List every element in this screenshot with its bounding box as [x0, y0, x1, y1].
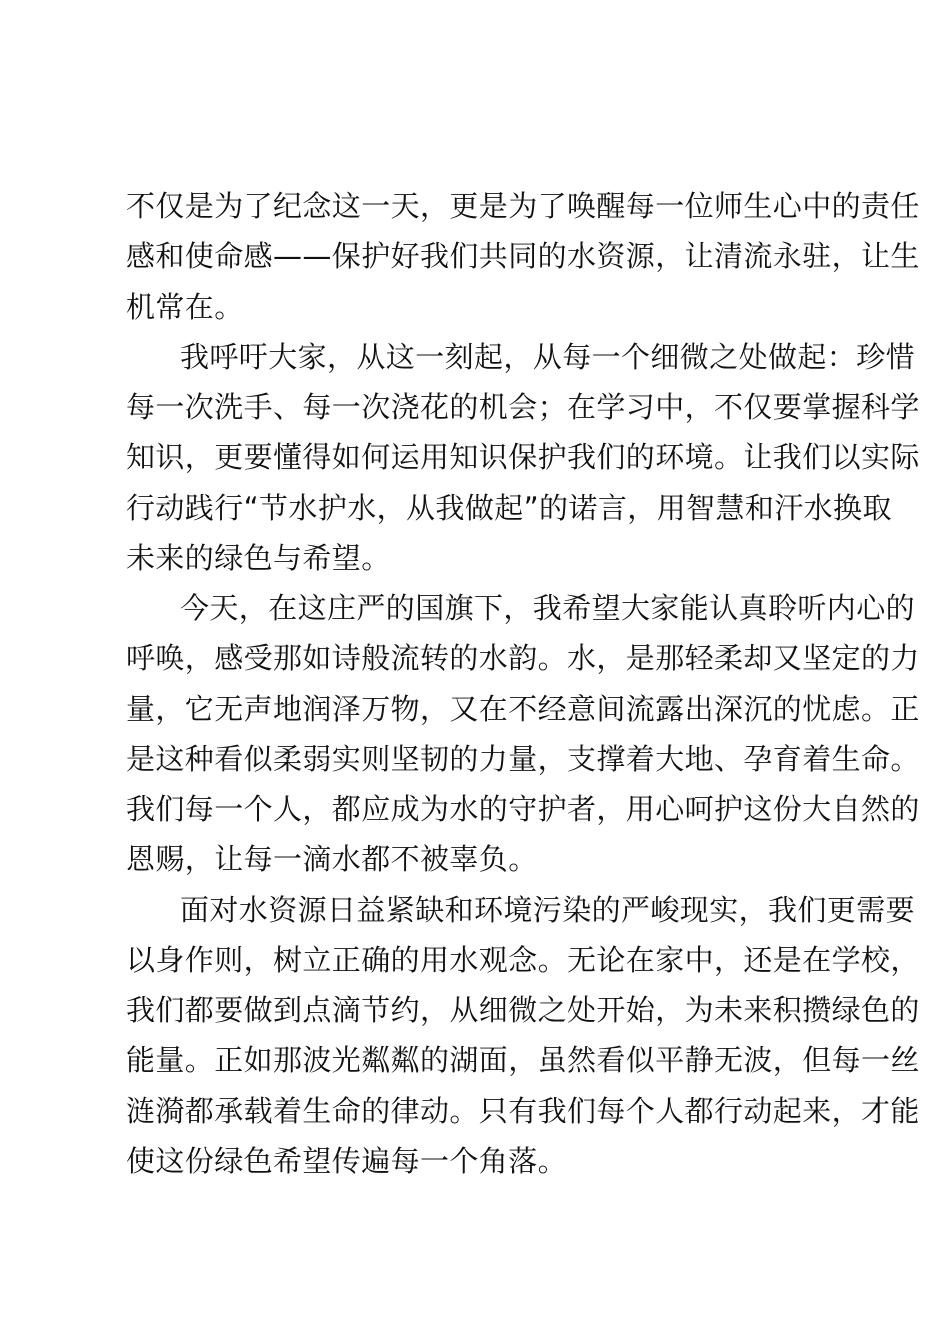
text-line: 我呼吁大家，从这一刻起，从每一个细微之处做起：珍惜 [180, 339, 916, 374]
text-line: 我们每一个人，都应成为水的守护者，用心呵护这份大自然的 [126, 792, 920, 826]
text-line: 涟漪都承载着生命的律动。只有我们每个人都行动起来，才能 [126, 1093, 920, 1128]
paragraph-1 [126, 181, 920, 332]
text-line: 行动践行“节水护水，从我做起”的诺言，用智慧和汗水换取 [126, 490, 892, 525]
text-line: 以身作则，树立正确的用水观念。无论在家中，还是在学校， [126, 942, 920, 977]
text-line: 不仅是为了纪念这一天，更是为了唤醒每一位师生心中的责任 [126, 189, 920, 223]
paragraph-4 [126, 885, 920, 1187]
text-line: 能量。正如那波光粼粼的湖面，虽然看似平静无波，但每一丝 [126, 1043, 920, 1078]
text-line: 今天，在这庄严的国旗下，我希望大家能认真聆听内心的 [180, 591, 916, 625]
text-line: 面对水资源日益紧缺和环境污染的严峻现实，我们更需要 [180, 892, 916, 927]
document-body [126, 181, 920, 1186]
text-line: 知识，更要懂得如何运用知识保护我们的环境。让我们以实际 [126, 440, 920, 475]
text-line: 量，它无声地润泽万物，又在不经意间流露出深沉的忧虑。正 [126, 691, 920, 726]
paragraph-3 [126, 583, 920, 885]
text-line: 恩赐，让每一滴水都不被辜负。 [126, 842, 538, 877]
text-line: 呼唤，感受那如诗般流转的水韵。水，是那轻柔却又坚定的力 [126, 641, 920, 676]
text-line: 我们都要做到点滴节约，从细微之处开始，为未来积攒绿色的 [126, 993, 920, 1027]
text-line: 每一次洗手、每一次浇花的机会；在学习中，不仅要掌握科学 [126, 390, 920, 424]
text-line: 机常在。 [126, 289, 244, 324]
text-line: 未来的绿色与希望。 [126, 540, 391, 575]
text-line: 使这份绿色希望传遍每一个角落。 [126, 1143, 568, 1178]
text-line: 感和使命感——保护好我们共同的水资源，让清流永驻，让生 [126, 239, 920, 274]
paragraph-2 [126, 332, 920, 583]
text-line: 是这种看似柔弱实则坚韧的力量，支撑着大地、孕育着生命。 [126, 741, 920, 776]
